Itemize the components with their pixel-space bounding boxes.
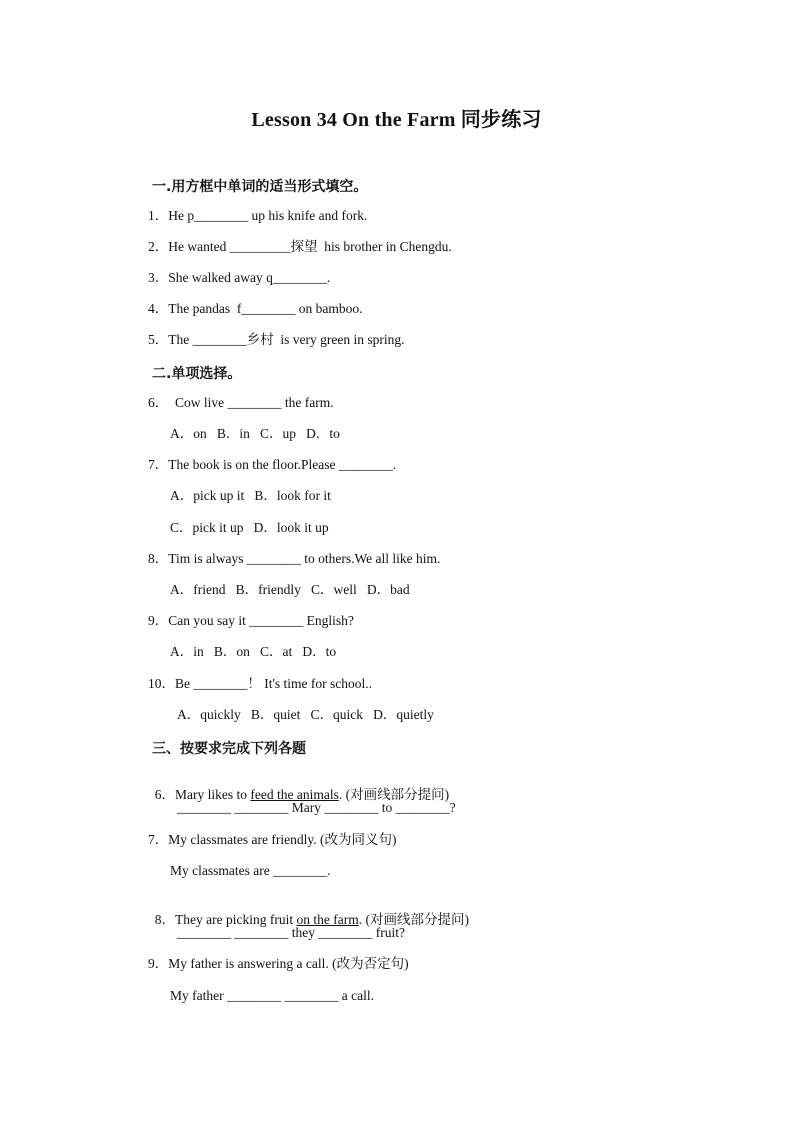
choice-question-10: 10．Be ________！ It's time for school.. [148,676,373,691]
task-question-7: 7．My classmates are friendly. (改为同义句) [148,832,397,847]
fill-item-3: 3．She walked away q________. [148,270,331,285]
section-heading-2: 二.单项选择。 [152,366,242,382]
task-text-pre: 6．Mary likes to [154,787,251,802]
underlined-phrase: on the farm [296,912,359,927]
task-text-pre: 8．They are picking fruit [154,912,297,927]
section-heading-3: 三、按要求完成下列各题 [152,741,306,757]
choice-options-9: A．in B．on C．at D．to [170,644,337,659]
fill-item-2: 2．He wanted _________探望 his brother in Chengdu. [148,239,452,254]
choice-options-6: A．on B．in C．up D．to [170,426,340,441]
task-answer-8: ________ ________ they ________ fruit? [177,925,405,940]
fill-item-1: 1．He p________ up his knife and fork. [148,208,368,223]
choice-question-9: 9．Can you say it ________ English? [148,613,354,628]
choice-options-7a: A．pick up it B．look for it [170,488,331,503]
task-answer-7: My classmates are ________. [170,863,331,878]
task-answer-6: ________ ________ Mary ________ to ________? [177,800,456,815]
choice-options-8: A．friend B．friendly C．well D．bad [170,582,410,597]
choice-question-6: 6． Cow live ________ the farm. [148,395,334,410]
task-answer-9: My father ________ ________ a call. [170,988,374,1003]
task-text-post: . (对画线部分提问) [338,787,450,802]
choice-options-10: A．quickly B．quiet C．quick D．quietly [177,707,434,722]
choice-question-8: 8．Tim is always ________ to others.We all like him. [148,551,441,566]
fill-item-4: 4．The pandas f________ on bamboo. [148,301,363,316]
choice-options-7b: C．pick it up D．look it up [170,520,329,535]
task-question-9: 9．My father is answering a call. (改为否定句) [148,956,409,971]
task-text-post: . (对画线部分提问) [358,912,469,927]
page-title: Lesson 34 On the Farm 同步练习 [251,109,542,131]
choice-question-7: 7．The book is on the floor.Please ________. [148,457,397,472]
underlined-phrase: feed the animals [250,787,339,802]
section-heading-1: 一.用方框中单词的适当形式填空。 [152,179,368,195]
fill-item-5: 5．The ________乡村 is very green in spring. [148,332,405,347]
